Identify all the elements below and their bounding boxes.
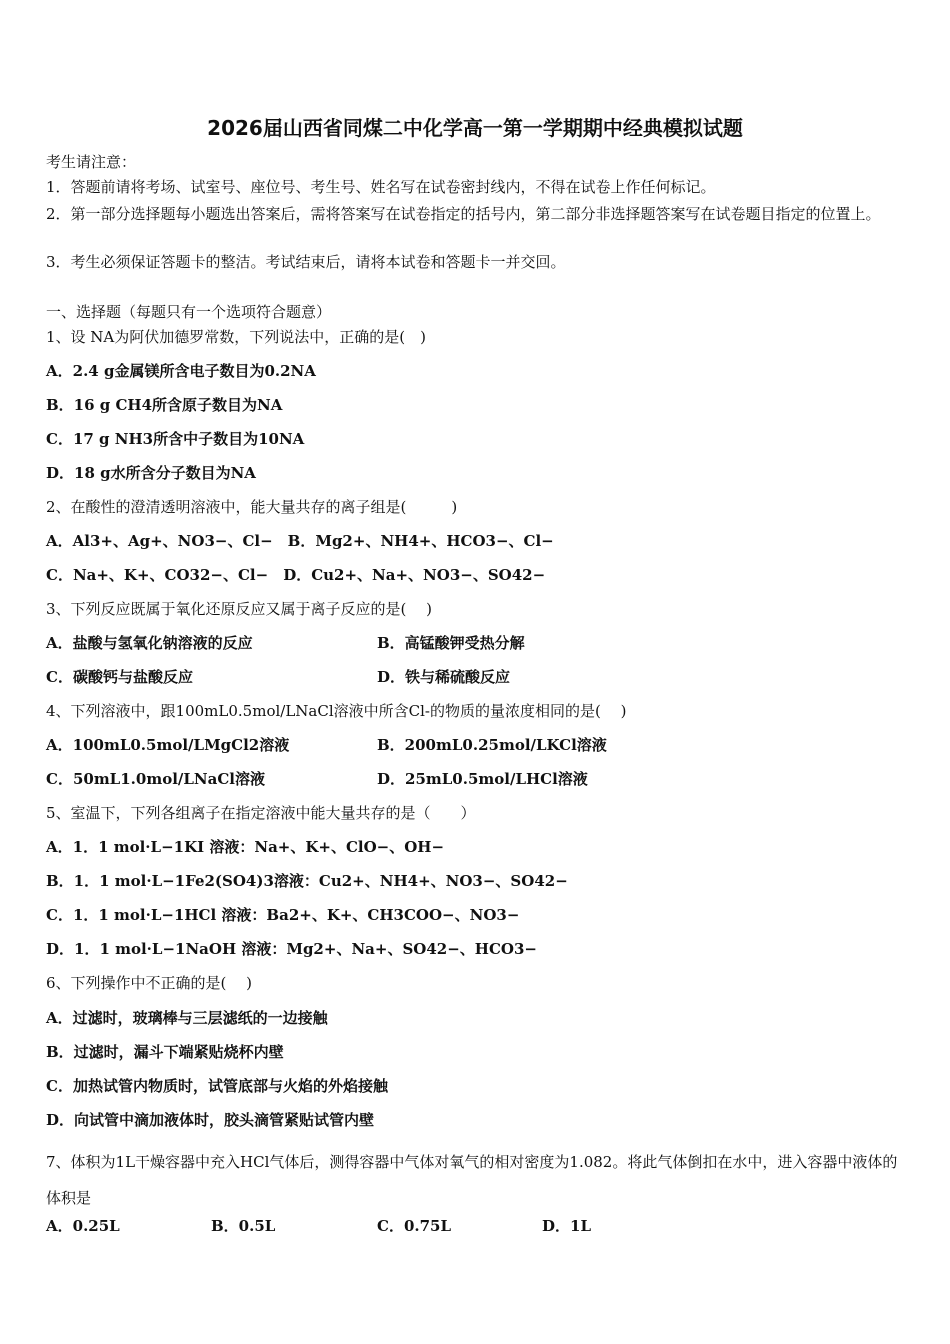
q3-option-a: A．盐酸与氢氧化钠溶液的反应 — [46, 634, 253, 652]
page-title: 2026届山西省同煤二中化学高一第一学期期中经典模拟试题 — [207, 116, 743, 140]
q3-option-b: B．高锰酸钾受热分解 — [377, 634, 525, 652]
q7-option-a: A．0.25L — [46, 1217, 120, 1235]
q2-options-ab: A．Al3+、Ag+、NO3−、Cl− B．Mg2+、NH4+、HCO3−、Cl− — [46, 532, 554, 550]
q2-options-cd: C．Na+、K+、CO32−、Cl− D．Cu2+、Na+、NO3−、SO42− — [46, 566, 546, 584]
q3-stem: 3、下列反应既属于氧化还原反应又属于离子反应的是( ) — [46, 600, 433, 618]
q5-stem: 5、室温下，下列各组离子在指定溶液中能大量共存的是（ ） — [46, 804, 476, 822]
q6-option-b: B．过滤时，漏斗下端紧贴烧杯内壁 — [46, 1043, 284, 1061]
section-heading: 一、选择题（每题只有一个选项符合题意） — [46, 303, 332, 321]
q7-option-d: D．1L — [542, 1217, 591, 1235]
notice-heading: 考生请注意： — [46, 153, 137, 171]
q4-option-b: B．200mL0.25mol/LKCl溶液 — [377, 736, 607, 754]
q4-option-c: C．50mL1.0mol/LNaCl溶液 — [46, 770, 265, 788]
q1-stem: 1、设 NA为阿伏加德罗常数，下列说法中，正确的是( ) — [46, 328, 426, 346]
q7-option-c: C．0.75L — [377, 1217, 452, 1235]
q3-option-d: D．铁与稀硫酸反应 — [377, 668, 511, 686]
q7-stem: 7、体积为1L干燥容器中充入HCl气体后，测得容器中气体对氧气的相对密度为1.082。将此气体倒扣在水中，进入容器中液体的体积是 — [46, 1153, 898, 1207]
q1-option-a: A．2.4 g金属镁所含电子数目为0.2NA — [46, 362, 316, 380]
q1-option-b: B．16 g CH4所含原子数目为NA — [46, 396, 283, 414]
q1-option-c: C．17 g NH3所含中子数目为10NA — [46, 430, 305, 448]
q6-option-a: A．过滤时，玻璃棒与三层滤纸的一边接触 — [46, 1009, 328, 1027]
q5-option-c: C．1．1 mol·L−1HCl 溶液：Ba2+、K+、CH3COO−、NO3− — [46, 906, 520, 924]
q4-stem: 4、下列溶液中，跟100mL0.5mol/LNaCl溶液中所含Cl-的物质的量浓度相同的是( ) — [46, 702, 627, 720]
q6-option-d: D．向试管中滴加液体时，胶头滴管紧贴试管内壁 — [46, 1111, 375, 1129]
q2-stem: 2、在酸性的澄清透明溶液中，能大量共存的离子组是( ) — [46, 498, 458, 516]
notice-item-1: 1．答题前请将考场、试室号、座位号、考生号、姓名写在试卷密封线内，不得在试卷上作任何标记。 — [46, 178, 716, 196]
q5-option-a: A．1．1 mol·L−1KI 溶液：Na+、K+、ClO−、OH− — [46, 838, 445, 856]
q5-option-d: D．1．1 mol·L−1NaOH 溶液：Mg2+、Na+、SO42−、HCO3− — [46, 940, 537, 958]
notice-item-3: 3．考生必须保证答题卡的整洁。考试结束后，请将本试卷和答题卡一并交回。 — [46, 253, 566, 271]
q1-option-d: D．18 g水所含分子数目为NA — [46, 464, 256, 482]
q4-option-a: A．100mL0.5mol/LMgCl2溶液 — [46, 736, 290, 754]
notice-item-2: 2．第一部分选择题每小题选出答案后，需将答案写在试卷指定的括号内，第二部分非选择题答案写在试卷题目指定的位置上。 — [46, 205, 881, 223]
q4-option-d: D．25mL0.5mol/LHCl溶液 — [377, 770, 588, 788]
q5-option-b: B．1．1 mol·L−1Fe2(SO4)3溶液：Cu2+、NH4+、NO3−、SO42− — [46, 872, 568, 890]
q7-option-b: B．0.5L — [211, 1217, 276, 1235]
q3-option-c: C．碳酸钙与盐酸反应 — [46, 668, 193, 686]
q6-option-c: C．加热试管内物质时，试管底部与火焰的外焰接触 — [46, 1077, 388, 1095]
q6-stem: 6、下列操作中不正确的是( ) — [46, 974, 253, 992]
